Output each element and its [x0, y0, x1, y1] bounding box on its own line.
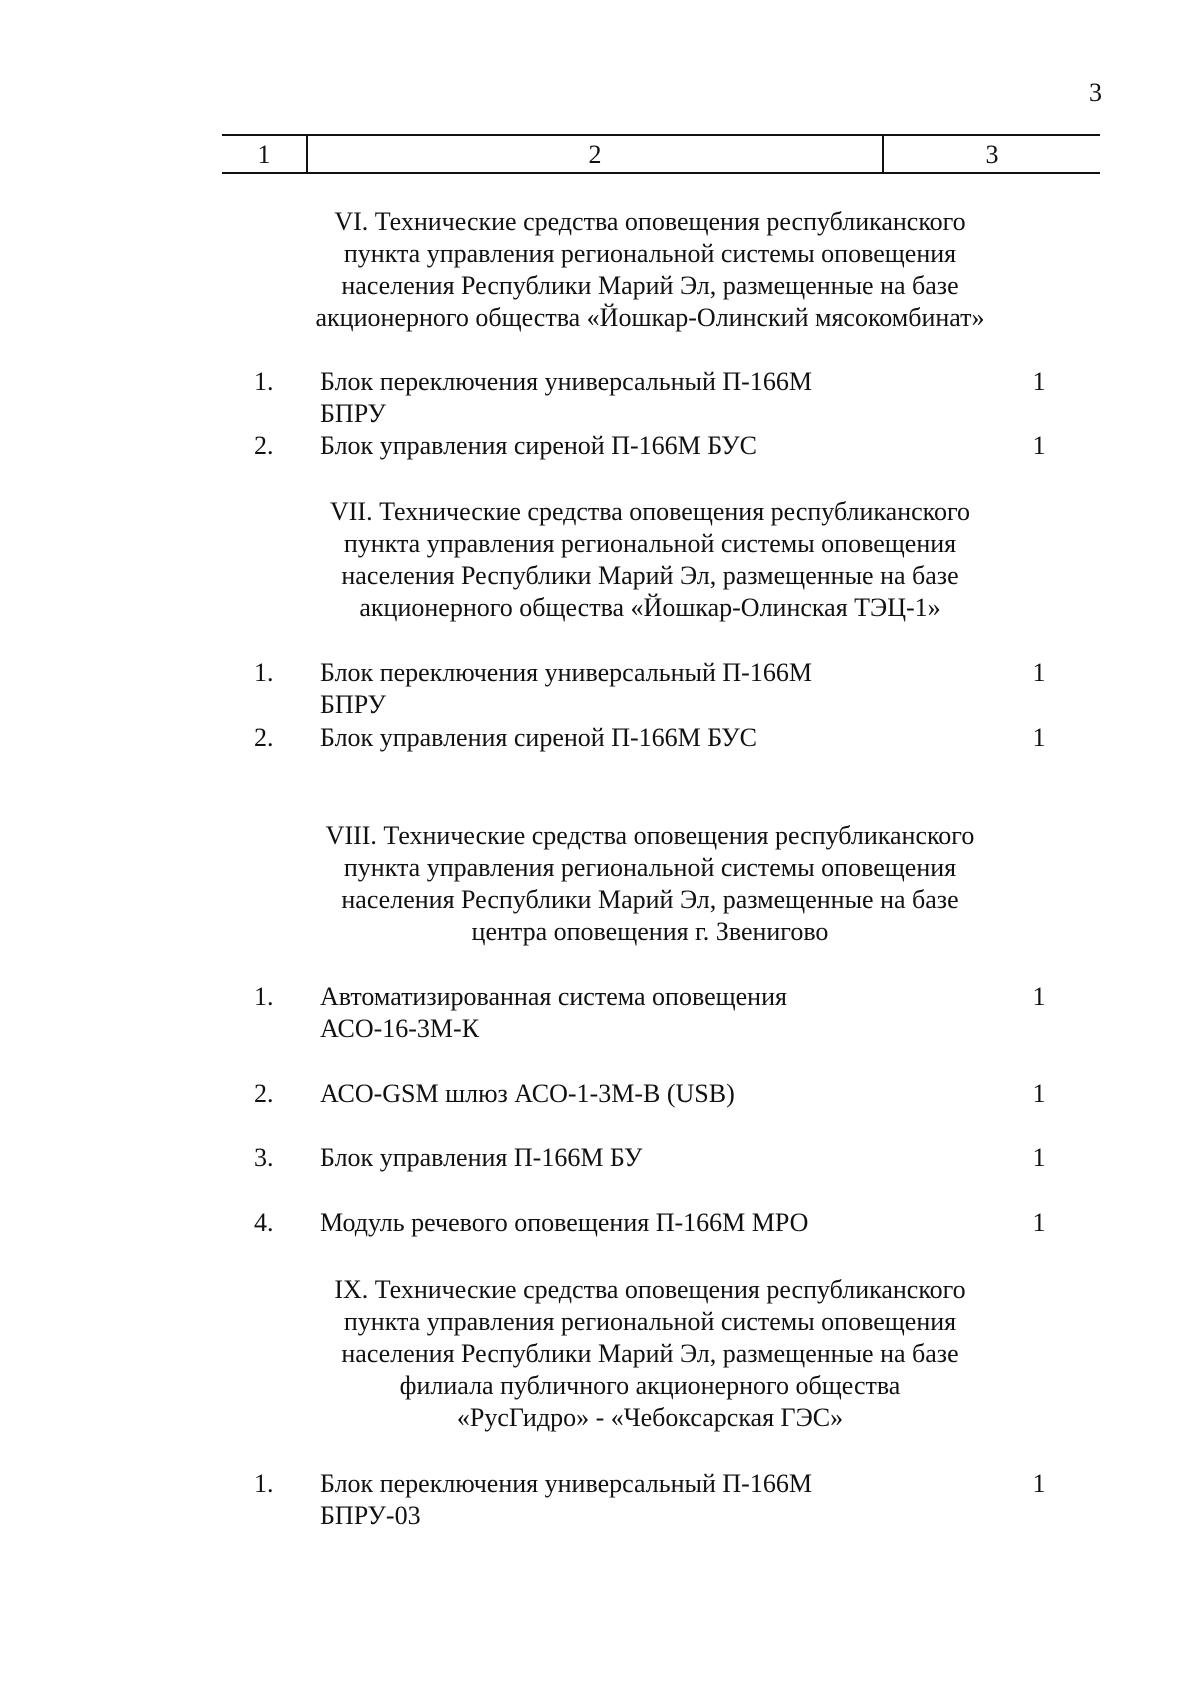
column-header-2: 2	[308, 136, 884, 172]
item-number: 2.	[254, 1079, 274, 1108]
item-quantity: 1	[1032, 1469, 1046, 1498]
item-name	[320, 1468, 880, 1532]
item-number: 1.	[254, 1469, 274, 1498]
item-name-line: БПРУ-03	[320, 1501, 421, 1530]
item-quantity: 1	[1032, 982, 1046, 1011]
item-name: Блок переключения универсальный П-166М БПРУ	[320, 658, 812, 719]
section-title-line: VIII. Технические средства оповещения республиканского	[325, 821, 975, 850]
section-title-line: пункта управления региональной системы оповещения	[343, 1307, 957, 1336]
column-header-1: 1	[222, 136, 308, 172]
section-title-line: «РусГидро» - «Чебоксарская ГЭС»	[456, 1403, 844, 1432]
item-quantity: 1	[1032, 1143, 1046, 1172]
section-title-line: VII. Технические средства оповещения республиканского	[330, 497, 970, 526]
section-title-line: акционерного общества «Йошкар-Олинская ТЭЦ-1»	[359, 593, 941, 622]
section-title-vi	[240, 206, 1060, 334]
section-title-line: пункта управления региональной системы оповещения	[343, 239, 957, 268]
page-number: 3	[1089, 78, 1102, 107]
section-title-line: VI. Технические средства оповещения республиканского	[334, 207, 966, 236]
section-title-ix	[240, 1274, 1060, 1434]
item-quantity: 1	[1032, 1208, 1046, 1237]
item-quantity: 1	[1032, 1079, 1046, 1108]
item-name-line: Блок переключения универсальный П-166М	[320, 1469, 812, 1498]
item-quantity: 1	[1032, 431, 1046, 460]
section-title-line: центра оповещения г. Звенигово	[471, 917, 829, 946]
section-title-line: пункта управления региональной системы оповещения	[343, 529, 957, 558]
column-header-row	[222, 134, 1100, 174]
section-title-line: филиала публичного акционерного общества	[399, 1371, 901, 1400]
section-title-line: пункта управления региональной системы оповещения	[343, 853, 957, 882]
section-title-line: IX. Технические средства оповещения республиканского	[334, 1275, 966, 1304]
item-name: Блок управления П-166М БУ	[320, 1143, 643, 1172]
item-number: 1.	[254, 658, 274, 687]
column-header-3: 3	[985, 140, 999, 169]
section-title-line: населения Республики Марий Эл, размещенные на базе	[341, 885, 959, 914]
item-name-line: Автоматизированная система оповещения	[320, 982, 787, 1011]
item-name-line: АСО-16-3М-К	[320, 1014, 480, 1043]
item-number: 4.	[254, 1208, 274, 1237]
item-quantity: 1	[1032, 658, 1046, 687]
section-title-viii	[240, 820, 1060, 948]
item-number: 2.	[254, 723, 274, 752]
item-number: 1.	[254, 982, 274, 1011]
item-quantity: 1	[1032, 723, 1046, 752]
item-name: Блок переключения универсальный П-166М БПРУ	[320, 367, 812, 428]
item-name: Блок управления сиреной П-166М БУС	[320, 431, 758, 460]
item-quantity: 1	[1032, 367, 1046, 396]
section-title-vii	[240, 496, 1060, 624]
item-number: 3.	[254, 1143, 274, 1172]
item-name: Модуль речевого оповещения П-166М МРО	[320, 1208, 809, 1237]
section-title-line: населения Республики Марий Эл, размещенные на базе	[341, 271, 959, 300]
item-name	[320, 981, 880, 1045]
section-title-line: населения Республики Марий Эл, размещенные на базе	[341, 1339, 959, 1368]
item-name: Блок управления сиреной П-166М БУС	[320, 723, 758, 752]
item-number: 1.	[254, 367, 274, 396]
section-title-line: населения Республики Марий Эл, размещенные на базе	[341, 561, 959, 590]
item-name: АСО-GSM шлюз АСО-1-3М-В (USB)	[320, 1079, 735, 1108]
section-title-line: акционерного общества «Йошкар-Олинский мясокомбинат»	[315, 303, 985, 332]
item-number: 2.	[254, 431, 274, 460]
